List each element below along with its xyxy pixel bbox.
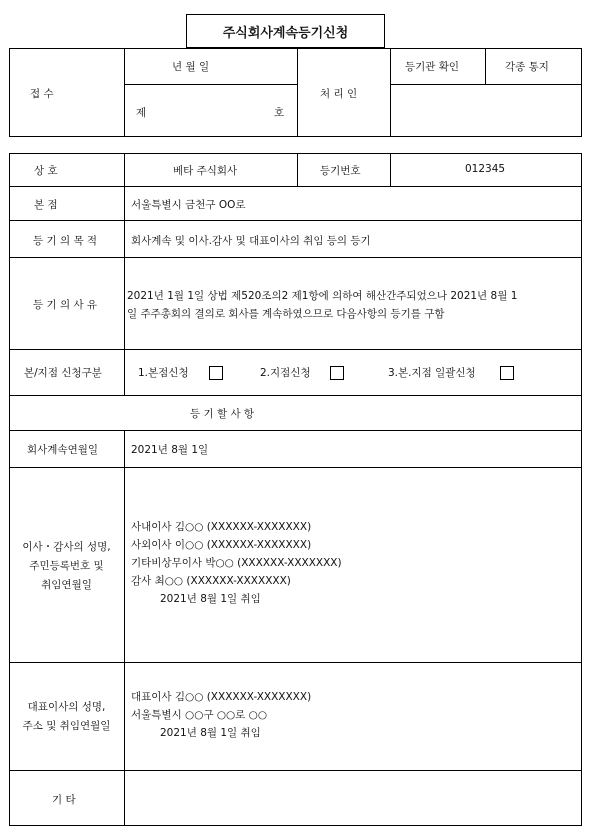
directors-label-line-2: 주민등록번호 및 <box>29 560 104 572</box>
reg-no-label: 등기번호 <box>320 165 361 177</box>
reason-line-2: 일 주주총회의 결의로 회사를 계속하였으므로 다음사항의 등기를 구함 <box>127 308 445 320</box>
directors-date: 2021년 8월 1일 취임 <box>160 593 261 605</box>
other-label: 기 타 <box>52 794 76 806</box>
branch-option-1-checkbox[interactable] <box>209 366 223 380</box>
rep-label-line-1: 대표이사의 성명, <box>27 701 106 713</box>
receipt-number-prefix: 제 <box>136 107 147 119</box>
branch-option-2-label: 2.지점신청 <box>260 367 311 379</box>
form-title: 주식회사계속등기신청 <box>186 14 385 48</box>
rep-address: 서울특별시 ○○구 ○○로 ○○ <box>131 709 267 721</box>
directors-label <box>9 538 124 595</box>
notice-label: 각종 통지 <box>505 61 549 73</box>
branch-option-3-label: 3.본.지점 일괄신청 <box>388 367 476 379</box>
company-name-label: 상 호 <box>34 165 58 177</box>
purpose-label: 등 기 의 목 적 <box>33 235 98 247</box>
branch-option-3-checkbox[interactable] <box>500 366 514 380</box>
other-value-field[interactable] <box>125 771 581 825</box>
rep-label <box>9 698 124 736</box>
continuation-value: 2021년 8월 1일 <box>131 444 209 456</box>
branch-option-2-checkbox[interactable] <box>330 366 344 380</box>
director-entry: 사외이사 이○○ (XXXXXX-XXXXXXX) <box>131 539 312 551</box>
director-entry: 감사 최○○ (XXXXXX-XXXXXXX) <box>131 575 291 587</box>
rep-name: 대표이사 김○○ (XXXXXX-XXXXXXX) <box>131 691 312 703</box>
director-entry: 기타비상무이사 박○○ (XXXXXX-XXXXXXX) <box>131 557 342 569</box>
rep-label-line-2: 주소 및 취임연월일 <box>22 720 111 732</box>
branch-label: 본/지점 신청구분 <box>24 367 102 379</box>
items-header: 등 기 할 사 항 <box>190 408 255 420</box>
director-entry: 사내이사 김○○ (XXXXXX-XXXXXXX) <box>131 521 312 533</box>
branch-option-1-label: 1.본점신청 <box>138 367 189 379</box>
continuation-label: 회사계속연월일 <box>27 444 99 456</box>
receipt-label: 접 수 <box>30 88 54 100</box>
rep-date: 2021년 8월 1일 취임 <box>160 727 261 739</box>
receipt-date-label: 년 월 일 <box>172 61 210 73</box>
registrar-check-label: 등기관 확인 <box>405 61 460 73</box>
reason-line-1: 2021년 1월 1일 상법 제520조의2 제1항에 의하여 해산간주되었으나 2021년 8월 1 <box>127 290 518 302</box>
reg-no-value: 012345 <box>465 163 506 175</box>
directors-entries <box>131 518 342 608</box>
directors-label-line-3: 취임연월일 <box>41 579 92 591</box>
purpose-value: 회사계속 및 이사.감사 및 대표이사의 취임 등의 등기 <box>131 235 371 247</box>
rep-entries <box>131 688 311 742</box>
hq-label: 본 점 <box>34 199 58 211</box>
reason-label: 등 기 의 사 유 <box>33 299 98 311</box>
directors-label-line-1: 이사・감사의 성명, <box>22 541 111 553</box>
processor-label: 처 리 인 <box>320 88 358 100</box>
receipt-number-suffix: 호 <box>274 107 285 119</box>
receipt-box <box>9 48 582 137</box>
company-name-value: 베타 주식회사 <box>173 165 238 177</box>
hq-value: 서울특별시 금천구 OO로 <box>131 199 246 211</box>
